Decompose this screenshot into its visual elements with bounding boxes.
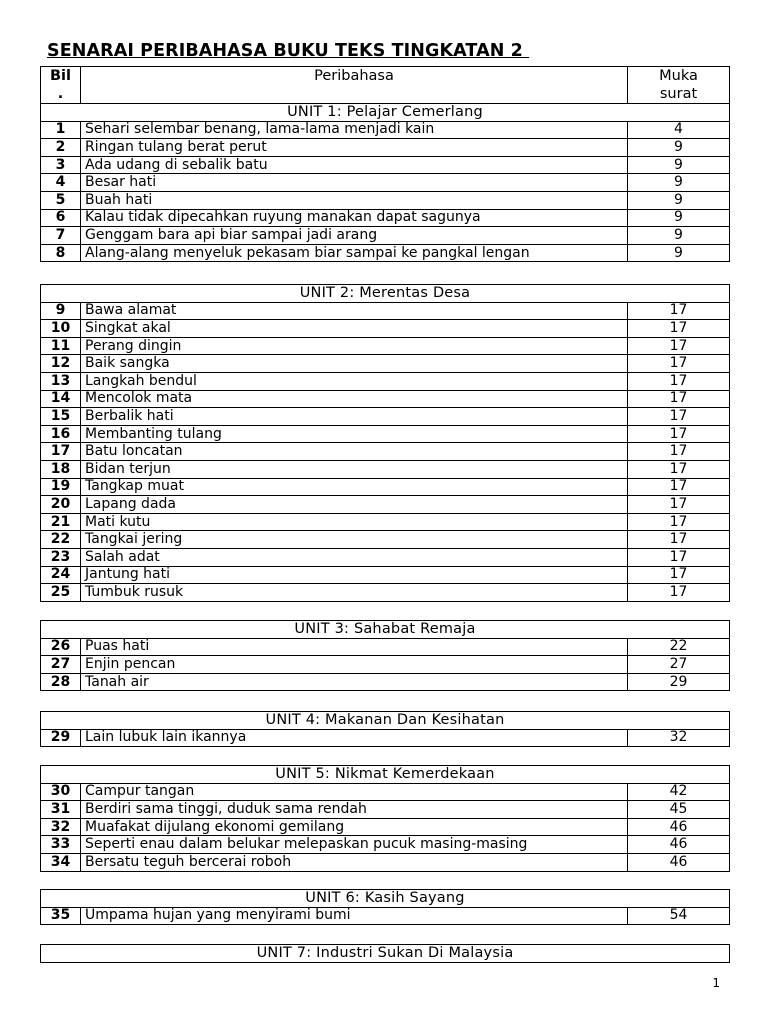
- page-number-cell: 32: [627, 729, 729, 747]
- header-bil: Bil .: [41, 67, 81, 104]
- peribahasa-text: Enjin pencan: [81, 656, 628, 674]
- page-number-cell: 9: [628, 174, 730, 192]
- peribahasa-text: Genggam bara api biar sampai jadi arang: [81, 227, 628, 245]
- table-row: [41, 425, 730, 443]
- unit-heading-row: [41, 766, 730, 784]
- page-number-cell: 17: [628, 320, 730, 338]
- row-number: 24: [41, 566, 81, 584]
- table-row: [41, 801, 730, 819]
- row-number: 25: [41, 584, 81, 602]
- page-number-cell: 54: [627, 907, 729, 925]
- table-row: [41, 121, 730, 139]
- row-number: 2: [41, 139, 81, 157]
- row-number: 31: [41, 801, 81, 819]
- page-number-cell: 17: [628, 548, 730, 566]
- unit-heading: UNIT 4: Makanan Dan Kesihatan: [41, 712, 730, 730]
- row-number: 23: [41, 548, 81, 566]
- row-number: 13: [41, 372, 81, 390]
- table-row: [41, 390, 730, 408]
- table-row: [41, 656, 730, 674]
- table-row: [41, 818, 730, 836]
- row-number: 14: [41, 390, 81, 408]
- page-number-cell: 17: [628, 566, 730, 584]
- unit-heading-row: [41, 104, 730, 122]
- table-row: [41, 496, 730, 514]
- row-number: 20: [41, 496, 81, 514]
- peribahasa-text: Tangkap muat: [81, 478, 628, 496]
- peribahasa-text: Umpama hujan yang menyirami bumi: [81, 907, 628, 925]
- table-row: [41, 227, 730, 245]
- peribahasa-text: Perang dingin: [81, 337, 628, 355]
- peribahasa-text: Bidan terjun: [81, 460, 628, 478]
- peribahasa-text: Muafakat dijulang ekonomi gemilang: [81, 818, 628, 836]
- table-row: [41, 638, 730, 656]
- header-muka-surat: Muka surat: [628, 67, 730, 104]
- peribahasa-text: Besar hati: [81, 174, 628, 192]
- page-number-cell: 22: [627, 638, 729, 656]
- row-number: 35: [41, 907, 81, 925]
- table-row: [41, 513, 730, 531]
- peribahasa-text: Puas hati: [81, 638, 628, 656]
- row-number: 19: [41, 478, 81, 496]
- page-number-cell: 17: [628, 408, 730, 426]
- peribahasa-text: Batu loncatan: [81, 443, 628, 461]
- row-number: 7: [41, 227, 81, 245]
- unit-table-3: [40, 620, 730, 691]
- row-number: 33: [41, 836, 81, 854]
- row-number: 21: [41, 513, 81, 531]
- table-row: [41, 156, 730, 174]
- page-number-cell: 17: [628, 425, 730, 443]
- row-number: 3: [41, 156, 81, 174]
- page-number-cell: 17: [628, 460, 730, 478]
- row-number: 29: [41, 729, 81, 747]
- table-header-row: [41, 67, 730, 104]
- unit-table-5: [40, 765, 730, 872]
- peribahasa-text: Singkat akal: [81, 320, 628, 338]
- peribahasa-text: Lapang dada: [81, 496, 628, 514]
- row-number: 34: [41, 853, 81, 871]
- row-number: 22: [41, 531, 81, 549]
- unit-table-2: [40, 284, 730, 602]
- page-number-cell: 46: [627, 818, 729, 836]
- table-row: [41, 729, 730, 747]
- page-number-cell: 9: [628, 191, 730, 209]
- unit-heading: UNIT 7: Industri Sukan Di Malaysia: [41, 945, 730, 963]
- page-number-cell: 4: [628, 121, 730, 139]
- peribahasa-text: Baik sangka: [81, 355, 628, 373]
- header-peribahasa: Peribahasa: [81, 67, 628, 104]
- row-number: 5: [41, 191, 81, 209]
- row-number: 30: [41, 783, 81, 801]
- page-number-cell: 9: [628, 156, 730, 174]
- row-number: 32: [41, 818, 81, 836]
- table-row: [41, 673, 730, 691]
- peribahasa-text: Campur tangan: [81, 783, 628, 801]
- table-row: [41, 174, 730, 192]
- page-number-cell: 17: [628, 496, 730, 514]
- peribahasa-text: Ada udang di sebalik batu: [81, 156, 628, 174]
- peribahasa-text: Langkah bendul: [81, 372, 628, 390]
- peribahasa-text: Bersatu teguh bercerai roboh: [81, 853, 628, 871]
- peribahasa-text: Tanah air: [81, 673, 628, 691]
- page-number-cell: 17: [628, 478, 730, 496]
- table-row: [41, 566, 730, 584]
- peribahasa-text: Tangkai jering: [81, 531, 628, 549]
- unit-heading: UNIT 3: Sahabat Remaja: [41, 621, 730, 639]
- peribahasa-text: Berbalik hati: [81, 408, 628, 426]
- page-number-cell: 46: [627, 836, 729, 854]
- page-number: 1: [712, 976, 720, 990]
- peribahasa-text: Sehari selembar benang, lama-lama menjadi kain: [81, 121, 628, 139]
- table-row: [41, 460, 730, 478]
- unit-heading: UNIT 1: Pelajar Cemerlang: [41, 104, 730, 122]
- row-number: 1: [41, 121, 81, 139]
- unit-table-6: [40, 889, 730, 925]
- table-row: [41, 355, 730, 373]
- peribahasa-text: Buah hati: [81, 191, 628, 209]
- peribahasa-text: Mati kutu: [81, 513, 628, 531]
- peribahasa-text: Mencolok mata: [81, 390, 628, 408]
- row-number: 28: [41, 673, 81, 691]
- row-number: 27: [41, 656, 81, 674]
- page-number-cell: 17: [628, 531, 730, 549]
- peribahasa-text: Lain lubuk lain ikannya: [81, 729, 628, 747]
- document-title: SENARAI PERIBAHASA BUKU TEKS TINGKATAN 2: [47, 41, 530, 61]
- peribahasa-text: Seperti enau dalam belukar melepaskan pucuk masing-masing: [81, 836, 628, 854]
- page-number-cell: 17: [628, 355, 730, 373]
- page-number-cell: 17: [628, 302, 730, 320]
- table-row: [41, 584, 730, 602]
- row-number: 11: [41, 337, 81, 355]
- table-row: [41, 372, 730, 390]
- table-row: [41, 531, 730, 549]
- page-number-cell: 9: [628, 139, 730, 157]
- unit-table-4: [40, 711, 730, 747]
- table-row: [41, 244, 730, 262]
- unit-heading-row: [41, 890, 730, 908]
- row-number: 16: [41, 425, 81, 443]
- table-row: [41, 191, 730, 209]
- peribahasa-text: Jantung hati: [81, 566, 628, 584]
- page-number-cell: 46: [627, 853, 729, 871]
- unit-heading: UNIT 5: Nikmat Kemerdekaan: [41, 766, 730, 784]
- row-number: 9: [41, 302, 81, 320]
- unit-heading-row: [41, 712, 730, 730]
- unit-heading-row: [41, 945, 730, 963]
- page-number-cell: 45: [627, 801, 729, 819]
- page-number-cell: 17: [628, 513, 730, 531]
- unit-table-7: [40, 944, 730, 963]
- unit-heading: UNIT 2: Merentas Desa: [41, 285, 730, 303]
- unit-heading-row: [41, 285, 730, 303]
- page-number-cell: 42: [627, 783, 729, 801]
- page-number-cell: 29: [627, 673, 729, 691]
- table-row: [41, 853, 730, 871]
- table-row: [41, 548, 730, 566]
- row-number: 6: [41, 209, 81, 227]
- peribahasa-text: Ringan tulang berat perut: [81, 139, 628, 157]
- row-number: 10: [41, 320, 81, 338]
- page-number-cell: 17: [628, 443, 730, 461]
- table-row: [41, 139, 730, 157]
- peribahasa-text: Salah adat: [81, 548, 628, 566]
- table-row: [41, 907, 730, 925]
- row-number: 4: [41, 174, 81, 192]
- table-row: [41, 443, 730, 461]
- peribahasa-text: Kalau tidak dipecahkan ruyung manakan dapat sagunya: [81, 209, 628, 227]
- row-number: 17: [41, 443, 81, 461]
- page-number-cell: 9: [628, 227, 730, 245]
- row-number: 15: [41, 408, 81, 426]
- page-number-cell: 9: [628, 209, 730, 227]
- page-number-cell: 17: [628, 337, 730, 355]
- peribahasa-text: Berdiri sama tinggi, duduk sama rendah: [81, 801, 628, 819]
- unit-heading: UNIT 6: Kasih Sayang: [41, 890, 730, 908]
- table-row: [41, 337, 730, 355]
- peribahasa-text: Bawa alamat: [81, 302, 628, 320]
- unit-heading-row: [41, 621, 730, 639]
- table-row: [41, 302, 730, 320]
- peribahasa-text: Alang-alang menyeluk pekasam biar sampai ke pangkal lengan: [81, 244, 628, 262]
- page-number-cell: 17: [628, 372, 730, 390]
- page-number-cell: 9: [628, 244, 730, 262]
- table-row: [41, 320, 730, 338]
- table-row: [41, 209, 730, 227]
- table-row: [41, 478, 730, 496]
- page-number-cell: 27: [627, 656, 729, 674]
- page-number-cell: 17: [628, 390, 730, 408]
- row-number: 26: [41, 638, 81, 656]
- row-number: 12: [41, 355, 81, 373]
- page-number-cell: 17: [628, 584, 730, 602]
- row-number: 8: [41, 244, 81, 262]
- table-row: [41, 408, 730, 426]
- peribahasa-text: Membanting tulang: [81, 425, 628, 443]
- unit-table-1: [40, 66, 730, 262]
- peribahasa-text: Tumbuk rusuk: [81, 584, 628, 602]
- table-row: [41, 836, 730, 854]
- table-row: [41, 783, 730, 801]
- row-number: 18: [41, 460, 81, 478]
